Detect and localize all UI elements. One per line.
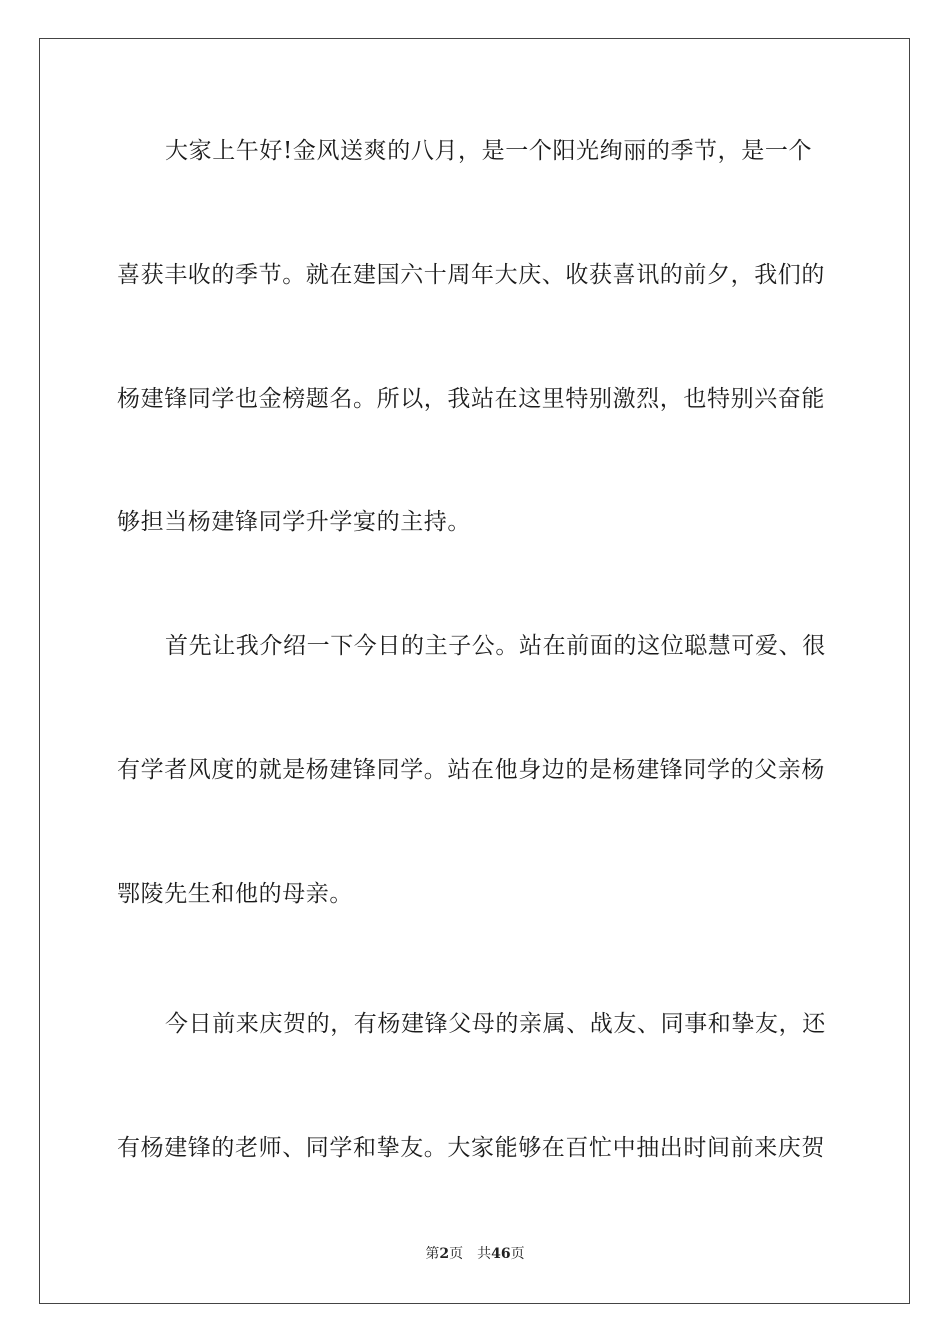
paragraph-2-line-1: 首先让我介绍一下今日的主子公。站在前面的这位聪慧可爱、很 [165,633,826,659]
paragraph-1-line-2: 喜获丰收的季节。就在建国六十周年大庆、收获喜讯的前夕，我们的 [117,262,825,288]
page-suffix: 页 [449,1246,464,1262]
page-number: 2 [439,1246,450,1262]
paragraph-1-line-3: 杨建锋同学也金榜题名。所以，我站在这里特别激烈，也特别兴奋能 [117,386,825,412]
paragraph-1-line-1: 大家上午好!金风送爽的八月，是一个阳光绚丽的季节，是一个 [165,138,813,164]
paragraph-1-line-4: 够担当杨建锋同学升学宴的主持。 [117,509,471,535]
total-pages: 46 [491,1246,511,1262]
paragraph-3-line-1: 今日前来庆贺的，有杨建锋父母的亲属、战友、同事和挚友，还 [165,1011,826,1037]
page-footer [0,1245,950,1263]
page-prefix: 第 [425,1246,440,1262]
paragraph-2-line-2: 有学者风度的就是杨建锋同学。站在他身边的是杨建锋同学的父亲杨 [117,757,825,783]
paragraph-2-line-3: 鄂陵先生和他的母亲。 [117,881,353,907]
page-border [39,38,910,1304]
total-suffix: 页 [510,1246,525,1262]
total-prefix: 共 [477,1246,492,1262]
paragraph-3-line-2: 有杨建锋的老师、同学和挚友。大家能够在百忙中抽出时间前来庆贺 [117,1135,825,1161]
